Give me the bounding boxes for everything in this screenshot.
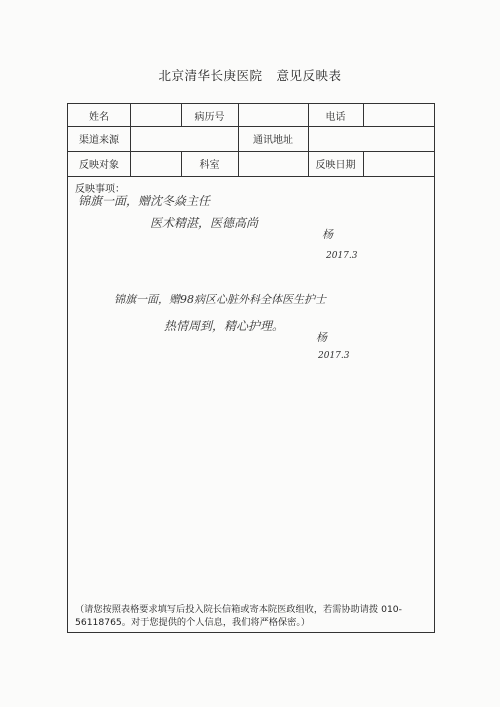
value-channel[interactable] — [130, 126, 238, 151]
handwritten-note1-signature: 杨 — [322, 228, 335, 241]
hospital-name: 北京清华长庚医院 — [158, 68, 263, 83]
label-target: 反映对象 — [79, 160, 119, 171]
form-name: 意见反映表 — [276, 68, 342, 83]
value-phone[interactable] — [363, 104, 435, 126]
handwritten-note1-date: 2017.3 — [326, 251, 358, 261]
form-row-target — [68, 151, 434, 177]
value-feedback-date[interactable] — [363, 151, 435, 176]
value-target[interactable] — [130, 151, 181, 176]
handwritten-note2-date: 2017.3 — [318, 351, 350, 361]
label-feedback-date: 反映日期 — [315, 160, 356, 171]
handwritten-note2-line2: 热情周到，精心护理。 — [164, 319, 285, 333]
form-title — [0, 66, 500, 84]
value-record-number[interactable] — [238, 104, 308, 126]
label-department: 科室 — [199, 160, 220, 171]
footer-note: （请您按照表格要求填写后投入院长信箱或寄本院医政组收，若需协助请拨 010-56118765。对于您提供的个人信息，我们将严格保密。） — [75, 604, 402, 628]
value-address[interactable] — [308, 126, 435, 151]
label-record-number: 病历号 — [194, 111, 225, 123]
feedback-form-table — [67, 103, 435, 633]
feedback-label: 反映事项： — [75, 184, 125, 195]
handwritten-note1-line2: 医术精湛，医德高尚 — [150, 216, 259, 230]
label-address: 通讯地址 — [253, 135, 293, 146]
label-phone: 电话 — [325, 111, 346, 123]
label-name: 姓名 — [89, 111, 109, 123]
handwritten-note2-signature: 杨 — [316, 331, 329, 344]
form-row-source — [68, 126, 434, 152]
value-name[interactable] — [130, 104, 181, 126]
label-channel: 渠道来源 — [79, 135, 119, 146]
form-row-contact — [68, 104, 434, 127]
handwritten-note2-line1: 锦旗一面，赠98病区心脏外科全体医生护士 — [114, 293, 326, 306]
value-department[interactable] — [238, 151, 308, 176]
handwritten-note1-line1: 锦旗一面，赠沈冬焱主任 — [78, 194, 211, 208]
